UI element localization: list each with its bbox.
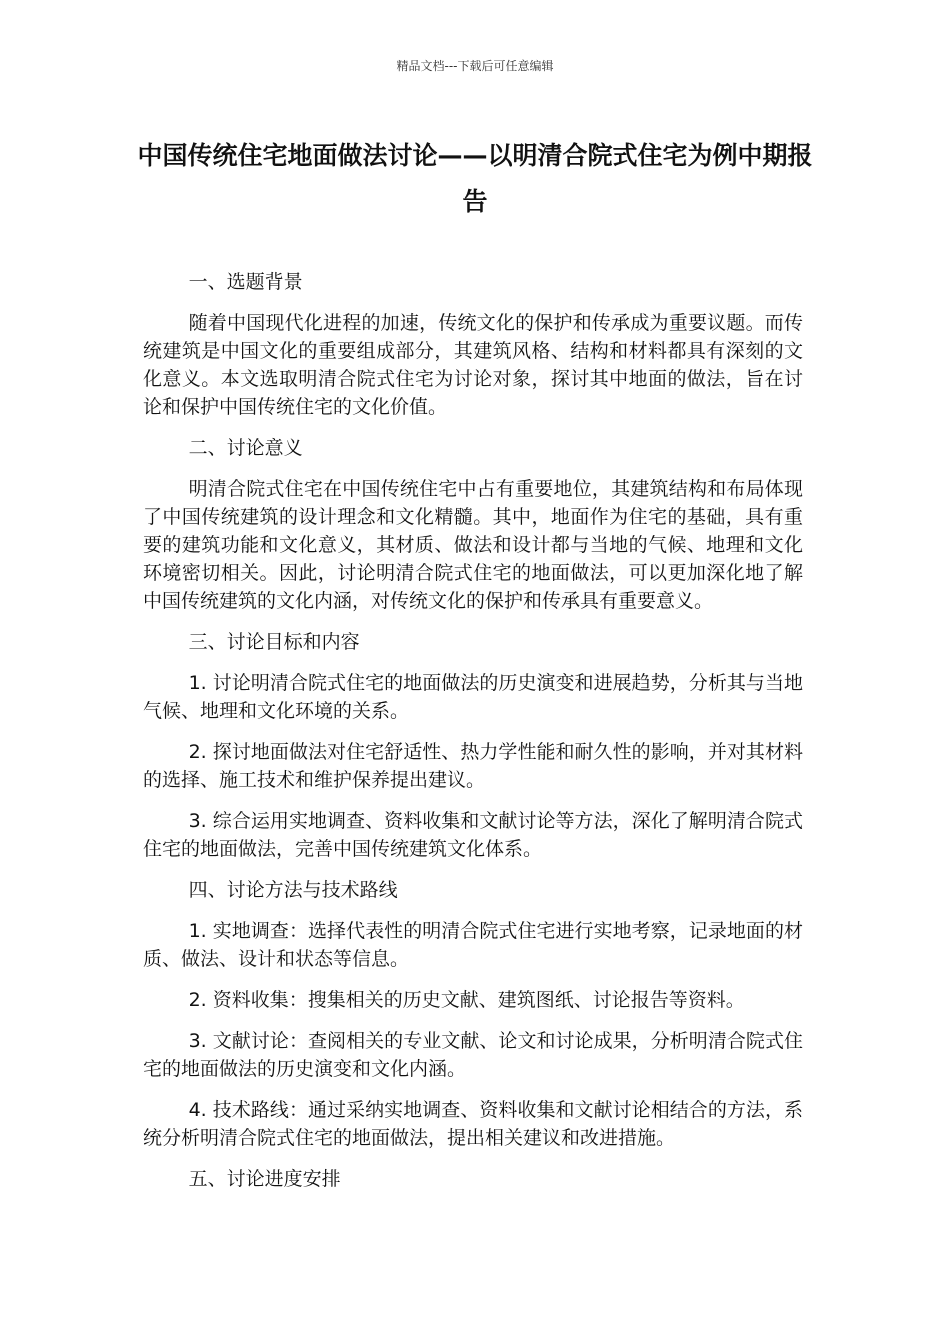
list-item-method-4: 4. 技术路线：通过采纳实地调查、资料收集和文献讨论相结合的方法，系统分析明清合院式住宅的地面做法，提出相关建议和改进措施。 <box>143 1099 803 1149</box>
section-heading-significance: 二、讨论意义 <box>188 437 303 459</box>
header-note: 精品文档---下载后可任意编辑 <box>396 59 554 73</box>
paragraph-background: 随着中国现代化进程的加速，传统文化的保护和传承成为重要议题。而传统建筑是中国文化的重要组成部分，其建筑风格、结构和材料都具有深刻的文化意义。本文选取明清合院式住宅为讨论对象，探讨其中地面的做法，旨在讨论和保护中国传统住宅的文化价值。 <box>143 312 803 418</box>
list-item-goal-3: 3. 综合运用实地调查、资料收集和文献讨论等方法，深化了解明清合院式住宅的地面做法，完善中国传统建筑文化体系。 <box>143 810 803 860</box>
section-heading-background: 一、选题背景 <box>188 271 303 293</box>
list-item-method-3: 3. 文献讨论：查阅相关的专业文献、论文和讨论成果，分析明清合院式住宅的地面做法的历史演变和文化内涵。 <box>143 1030 803 1080</box>
section-heading-schedule: 五、讨论进度安排 <box>188 1168 341 1190</box>
list-item-goal-2: 2. 探讨地面做法对住宅舒适性、热力学性能和耐久性的影响，并对其材料的选择、施工技术和维护保养提出建议。 <box>143 741 803 791</box>
list-item-method-1: 1. 实地调查：选择代表性的明清合院式住宅进行实地考察，记录地面的材质、做法、设计和状态等信息。 <box>143 920 803 970</box>
paragraph-significance: 明清合院式住宅在中国传统住宅中占有重要地位，其建筑结构和布局体现了中国传统建筑的设计理念和文化精髓。其中，地面作为住宅的基础，具有重要的建筑功能和文化意义，其材质、做法和设计都与当地的气候、地理和文化环境密切相关。因此，讨论明清合院式住宅的地面做法，可以更加深化地了解中国传统建筑的文化内涵，对传统文化的保护和传承具有重要意义。 <box>143 478 803 612</box>
document-body <box>143 268 803 1206</box>
document-title: 中国传统住宅地面做法讨论——以明清合院式住宅为例中期报告 <box>137 141 813 216</box>
section-heading-methods: 四、讨论方法与技术路线 <box>188 879 398 901</box>
list-item-method-2: 2. 资料收集：搜集相关的历史文献、建筑图纸、讨论报告等资料。 <box>188 989 745 1011</box>
list-item-goal-1: 1. 讨论明清合院式住宅的地面做法的历史演变和进展趋势，分析其与当地气候、地理和文化环境的关系。 <box>143 672 803 722</box>
section-heading-goals: 三、讨论目标和内容 <box>188 631 360 653</box>
